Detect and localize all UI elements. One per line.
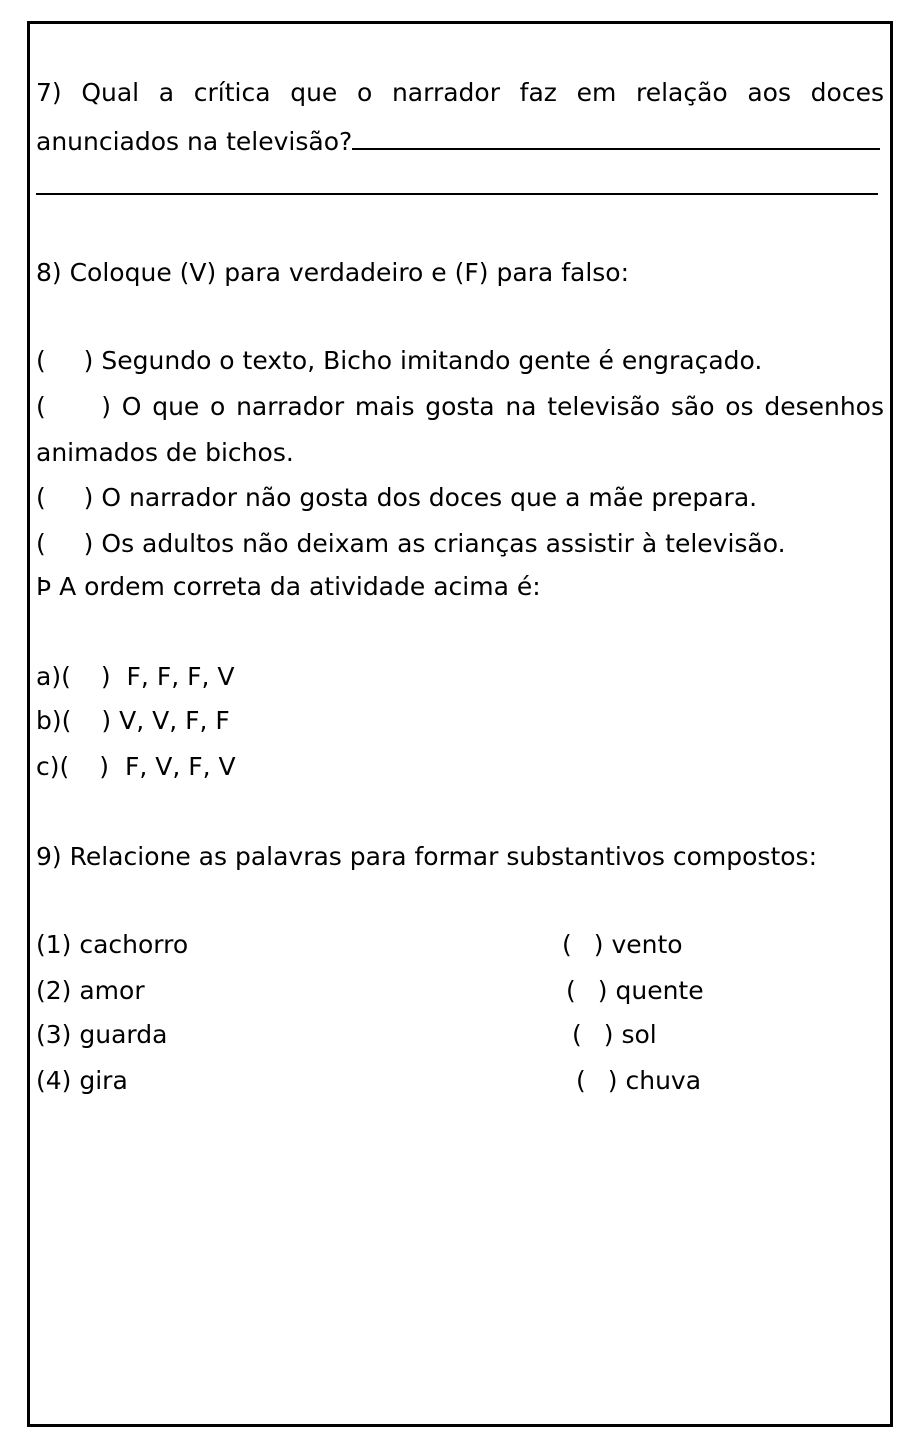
item-1-close-paren: ) bbox=[83, 346, 94, 375]
true-false-item-1 bbox=[36, 346, 762, 376]
option-a[interactable] bbox=[36, 662, 234, 692]
true-false-item-2-continuation: animados de bichos. bbox=[36, 438, 294, 467]
item-2-open-paren: ( bbox=[36, 392, 46, 421]
item-4-open-paren: ( bbox=[36, 529, 46, 558]
option-b-close: ) bbox=[101, 706, 112, 735]
option-c-close: ) bbox=[99, 752, 110, 781]
right-3-close: ) bbox=[603, 1020, 614, 1049]
item-4-close-paren: ) bbox=[83, 529, 94, 558]
right-word-4 bbox=[576, 1066, 701, 1096]
item-1-text: Segundo o texto, Bicho imitando gente é engraçado. bbox=[101, 346, 763, 375]
item-2-text: O que o narrador mais gosta na televisão são os desenhos bbox=[121, 392, 884, 421]
bullet-icon: Þ bbox=[36, 572, 52, 601]
right-2-open: ( bbox=[566, 976, 576, 1005]
prompt-text: A ordem correta da atividade acima é: bbox=[59, 572, 541, 601]
option-b-value: V, V, F, F bbox=[119, 706, 230, 735]
right-1-close: ) bbox=[593, 930, 604, 959]
answer-blank-2[interactable] bbox=[36, 193, 878, 195]
option-c-value: F, V, F, V bbox=[124, 752, 236, 781]
right-1-word: vento bbox=[611, 930, 683, 959]
right-2-word: quente bbox=[615, 976, 704, 1005]
item-3-text: O narrador não gosta dos doces que a mãe prepara. bbox=[101, 483, 758, 512]
left-word-2: (2) amor bbox=[36, 976, 145, 1005]
right-word-2 bbox=[566, 976, 704, 1006]
item-3-open-paren: ( bbox=[36, 483, 46, 512]
option-c[interactable] bbox=[36, 752, 236, 782]
item-2-close-paren: ) bbox=[101, 392, 112, 421]
answer-order-prompt bbox=[36, 572, 541, 602]
option-b-label: b)( bbox=[36, 706, 72, 735]
option-a-value: F, F, F, V bbox=[126, 662, 235, 691]
question-7-line-1: 7) Qual a crítica que o narrador faz em relação aos doces bbox=[36, 78, 884, 107]
right-1-open: ( bbox=[562, 930, 572, 959]
right-3-open: ( bbox=[572, 1020, 582, 1049]
option-c-label: c)( bbox=[36, 752, 70, 781]
question-8-title: 8) Coloque (V) para verdadeiro e (F) para falso: bbox=[36, 258, 630, 287]
left-word-3: (3) guarda bbox=[36, 1020, 168, 1049]
option-a-close: ) bbox=[100, 662, 111, 691]
right-4-open: ( bbox=[576, 1066, 586, 1095]
answer-blank-1[interactable] bbox=[352, 126, 880, 150]
right-word-1 bbox=[562, 930, 683, 960]
question-9-title: 9) Relacione as palavras para formar substantivos compostos: bbox=[36, 842, 818, 871]
option-a-label: a)( bbox=[36, 662, 71, 691]
question-7-text: anunciados na televisão? bbox=[36, 127, 353, 156]
right-word-3 bbox=[572, 1020, 657, 1050]
left-word-1: (1) cachorro bbox=[36, 930, 189, 959]
left-word-4: (4) gira bbox=[36, 1066, 128, 1095]
true-false-item-2 bbox=[36, 392, 884, 422]
right-3-word: sol bbox=[621, 1020, 657, 1049]
option-b[interactable] bbox=[36, 706, 230, 736]
true-false-item-3 bbox=[36, 483, 757, 513]
item-1-open-paren: ( bbox=[36, 346, 46, 375]
item-3-close-paren: ) bbox=[83, 483, 94, 512]
item-4-text: Os adultos não deixam as crianças assistir à televisão. bbox=[101, 529, 786, 558]
right-4-word: chuva bbox=[625, 1066, 702, 1095]
true-false-item-4 bbox=[36, 529, 786, 559]
right-2-close: ) bbox=[597, 976, 608, 1005]
question-7-line-2 bbox=[36, 126, 880, 157]
right-4-close: ) bbox=[607, 1066, 618, 1095]
